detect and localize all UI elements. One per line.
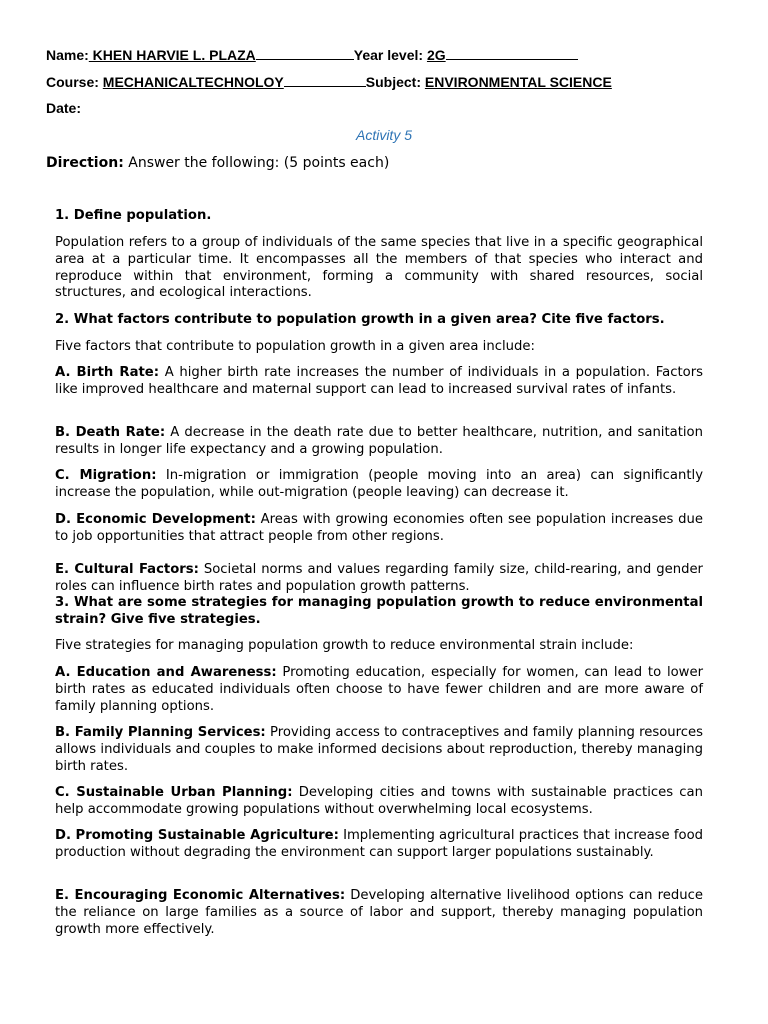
strategy-lead: C. Sustainable Urban Planning:	[55, 785, 293, 800]
course-value: MECHANICALTECHNOLOY	[102, 74, 284, 90]
strategy-text: Implementing agricultural practices that increase food production without degrading the environment can support larger populations sustainably.	[55, 828, 704, 860]
year-level-value: 2G	[426, 47, 446, 63]
name-underline-fill	[256, 45, 354, 60]
strategy-text: Providing access to contraceptives and family planning resources allows individuals and couples to make informed decisions about reproduction, thereby managing birth rates.	[55, 725, 703, 774]
strategy-text: Developing alternative livelihood options can reduce the reliance on large families as a source of labor and support, thereby managing population growth more effectively.	[55, 888, 703, 937]
header-row-name	[46, 45, 578, 64]
name-label: Name:	[46, 47, 89, 63]
factor-lead: B. Death Rate:	[55, 425, 166, 440]
year-level-label: Year level:	[353, 47, 424, 63]
factor-lead: D. Economic Development:	[55, 512, 256, 527]
strategy-item	[55, 785, 703, 819]
strategy-item	[55, 888, 703, 938]
factor-item	[55, 512, 703, 546]
factor-item	[55, 468, 703, 502]
direction-text: Answer the following: (5 points each)	[123, 155, 390, 171]
strategy-item	[55, 828, 703, 862]
header-row-date	[46, 99, 81, 117]
factor-text: Areas with growing economies often see population increases due to job opportunities that attract people from other regions.	[55, 512, 703, 544]
factor-item	[55, 425, 703, 459]
factor-item	[55, 562, 703, 596]
factor-text: A higher birth rate increases the number of individuals in a population. Factors like improved healthcare and maternal support can lead to increased survival rates of infants.	[55, 365, 703, 397]
factor-text: In-migration or immigration (people moving into an area) can significantly increase the population, while out-migration (people leaving) can decrease it.	[55, 468, 703, 500]
strategy-item	[55, 665, 703, 715]
course-label: Course:	[46, 74, 99, 90]
strategy-text: Developing cities and towns with sustainable practices can help accommodate growing populations without overwhelming local ecosystems.	[55, 785, 703, 817]
direction-line	[46, 155, 389, 171]
course-underline-fill	[284, 72, 366, 87]
header-row-course	[46, 72, 612, 91]
strategy-lead: E. Encouraging Economic Alternatives:	[55, 888, 346, 903]
factor-text: Societal norms and values regarding family size, child-rearing, and gender roles can influence birth rates and population growth patterns.	[55, 562, 703, 594]
subject-label: Subject:	[365, 74, 421, 90]
year-underline-fill	[446, 45, 578, 60]
factor-text: A decrease in the death rate due to better healthcare, nutrition, and sanitation results in longer life expectancy and a growing population.	[55, 425, 703, 457]
name-value: KHEN HARVIE L. PLAZA	[88, 47, 256, 63]
direction-label: Direction:	[46, 155, 124, 171]
question-2: 2. What factors contribute to population growth in a given area? Cite five factors.	[55, 312, 665, 327]
question-3: 3. What are some strategies for managing population growth to reduce environmental strain? Give five strategies.	[55, 595, 703, 627]
factor-lead: E. Cultural Factors:	[55, 562, 199, 577]
activity-title: Activity 5	[355, 127, 412, 143]
question-2-intro: Five factors that contribute to population growth in a given area include:	[55, 339, 535, 354]
strategy-text: Promoting education, especially for women, can lead to lower birth rates as educated individuals often choose to have fewer children and are more aware of family planning options.	[55, 665, 703, 714]
date-label: Date:	[46, 100, 82, 116]
factor-lead: C. Migration:	[55, 468, 157, 483]
strategy-item	[55, 725, 703, 775]
strategy-lead: B. Family Planning Services:	[55, 725, 266, 740]
answer-1: Population refers to a group of individuals of the same species that live in a specific geographical area at a particular time. It encompasses all the members of that species who interact and reproduce within that environment, forming a community with shared resources, social structures, and ecological interactions.	[55, 235, 703, 301]
strategy-lead: A. Education and Awareness:	[55, 665, 277, 680]
question-3-intro: Five strategies for managing population growth to reduce environmental strain include:	[55, 638, 634, 653]
factor-lead: A. Birth Rate:	[55, 365, 159, 380]
question-1: 1. Define population.	[55, 208, 212, 223]
subject-value: ENVIRONMENTAL SCIENCE	[424, 74, 612, 90]
strategy-lead: D. Promoting Sustainable Agriculture:	[55, 828, 339, 843]
factor-item	[55, 365, 703, 399]
